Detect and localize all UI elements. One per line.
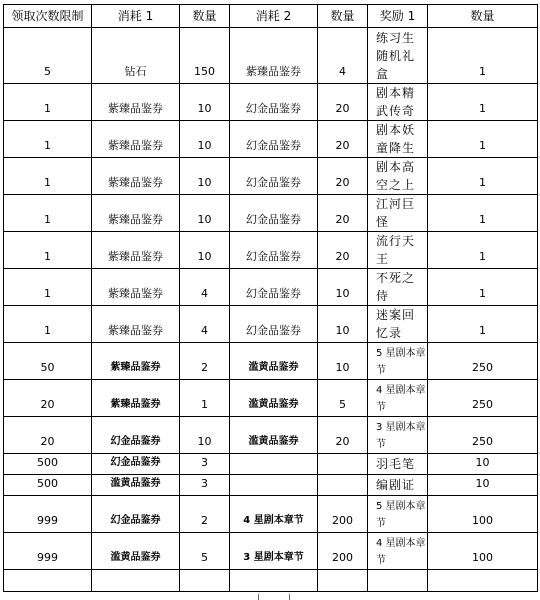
cost1-cell: 幻金品鉴券 — [92, 454, 180, 475]
reward-qty-cell — [428, 570, 538, 592]
qty2-cell — [318, 454, 368, 475]
table-row — [4, 28, 538, 84]
reward-qty-cell: 1 — [428, 28, 538, 84]
qty1-cell — [180, 570, 230, 592]
limit-cell: 1 — [4, 84, 92, 121]
qty2-cell: 20 — [318, 417, 368, 454]
reward-qty-cell: 1 — [428, 232, 538, 269]
qty2-cell: 200 — [318, 533, 368, 570]
table-row — [4, 496, 538, 533]
limit-cell: 500 — [4, 475, 92, 496]
reward-qty-cell: 10 — [428, 454, 538, 475]
cost2-cell: 幻金品鉴券 — [230, 84, 318, 121]
qty1-cell: 10 — [180, 121, 230, 158]
table-row — [4, 306, 538, 343]
qty2-cell: 10 — [318, 306, 368, 343]
cost1-cell: 紫臻品鉴券 — [92, 158, 180, 195]
qty1-cell: 2 — [180, 343, 230, 380]
table-row — [4, 195, 538, 232]
header-limit: 领取次数限制 — [4, 5, 92, 28]
cost1-cell: 幻金品鉴券 — [92, 417, 180, 454]
qty1-cell: 3 — [180, 475, 230, 496]
header-qty1: 数量 — [180, 5, 230, 28]
qty2-cell: 20 — [318, 232, 368, 269]
cost1-cell: 紫臻品鉴券 — [92, 269, 180, 306]
cost2-cell: 幻金品鉴券 — [230, 232, 318, 269]
reward-cell: 羽毛笔 — [368, 454, 428, 475]
header-cost1: 消耗 1 — [92, 5, 180, 28]
cost2-cell: 幻金品鉴券 — [230, 121, 318, 158]
cost2-cell: 幻金品鉴券 — [230, 195, 318, 232]
cost2-cell: 4 星剧本章节 — [230, 496, 318, 533]
table-row — [4, 417, 538, 454]
reward-qty-cell: 100 — [428, 533, 538, 570]
reward-cell: 5 星剧本章节 — [368, 343, 428, 380]
table-row — [4, 269, 538, 306]
limit-cell: 999 — [4, 533, 92, 570]
reward-cell: 4 星剧本章节 — [368, 533, 428, 570]
reward-cell — [368, 570, 428, 592]
qty1-cell: 4 — [180, 269, 230, 306]
qty2-cell: 5 — [318, 380, 368, 417]
reward-cell: 不死之侍 — [368, 269, 428, 306]
qty1-cell: 2 — [180, 496, 230, 533]
cost2-cell — [230, 570, 318, 592]
qty2-cell: 20 — [318, 158, 368, 195]
reward-qty-cell: 1 — [428, 269, 538, 306]
qty1-cell: 10 — [180, 84, 230, 121]
limit-cell: 1 — [4, 158, 92, 195]
table-row — [4, 84, 538, 121]
cost2-cell: 幻金品鉴券 — [230, 158, 318, 195]
limit-cell: 1 — [4, 121, 92, 158]
reward-cell: 流行天王 — [368, 232, 428, 269]
reward-qty-cell: 10 — [428, 475, 538, 496]
cost2-cell: 幻金品鉴券 — [230, 269, 318, 306]
reward-qty-cell: 1 — [428, 158, 538, 195]
page-edge-marker — [258, 594, 290, 600]
header-qty2: 数量 — [318, 5, 368, 28]
reward-cell: 5 星剧本章节 — [368, 496, 428, 533]
table-header-row — [4, 5, 538, 28]
reward-qty-cell: 250 — [428, 417, 538, 454]
qty1-cell: 10 — [180, 417, 230, 454]
qty1-cell: 10 — [180, 232, 230, 269]
cost1-cell: 紫臻品鉴券 — [92, 306, 180, 343]
qty2-cell: 20 — [318, 195, 368, 232]
cost1-cell: 紫臻品鉴券 — [92, 121, 180, 158]
qty1-cell: 150 — [180, 28, 230, 84]
cost1-cell — [92, 570, 180, 592]
reward-cell: 编剧证 — [368, 475, 428, 496]
cost2-cell — [230, 475, 318, 496]
limit-cell: 1 — [4, 195, 92, 232]
limit-cell: 20 — [4, 417, 92, 454]
reward-qty-cell: 1 — [428, 121, 538, 158]
cost1-cell: 紫臻品鉴券 — [92, 380, 180, 417]
table-row — [4, 343, 538, 380]
table-row — [4, 158, 538, 195]
table-row — [4, 121, 538, 158]
reward-cell: 4 星剧本章节 — [368, 380, 428, 417]
qty1-cell: 10 — [180, 195, 230, 232]
reward-qty-cell: 1 — [428, 195, 538, 232]
limit-cell — [4, 570, 92, 592]
cost1-cell: 紫臻品鉴券 — [92, 343, 180, 380]
reward-cell: 剧本高空之上 — [368, 158, 428, 195]
reward-qty-cell: 250 — [428, 343, 538, 380]
cost2-cell: 紫臻品鉴券 — [230, 28, 318, 84]
qty1-cell: 3 — [180, 454, 230, 475]
reward-qty-cell: 250 — [428, 380, 538, 417]
table-row — [4, 380, 538, 417]
table-row — [4, 570, 538, 592]
reward-cell: 练习生随机礼盒 — [368, 28, 428, 84]
cost2-cell — [230, 454, 318, 475]
reward-qty-cell: 100 — [428, 496, 538, 533]
qty2-cell: 10 — [318, 343, 368, 380]
limit-cell: 20 — [4, 380, 92, 417]
cost1-cell: 钻石 — [92, 28, 180, 84]
qty2-cell: 200 — [318, 496, 368, 533]
qty1-cell: 10 — [180, 158, 230, 195]
cost1-cell: 紫臻品鉴券 — [92, 195, 180, 232]
cost1-cell: 紫臻品鉴券 — [92, 232, 180, 269]
limit-cell: 500 — [4, 454, 92, 475]
reward-cell: 迷案回忆录 — [368, 306, 428, 343]
qty1-cell: 5 — [180, 533, 230, 570]
qty2-cell: 10 — [318, 269, 368, 306]
limit-cell: 1 — [4, 269, 92, 306]
reward-cell: 3 星剧本章节 — [368, 417, 428, 454]
reward-cell: 剧本精武传奇 — [368, 84, 428, 121]
limit-cell: 5 — [4, 28, 92, 84]
reward-cell: 剧本妖童降生 — [368, 121, 428, 158]
reward-qty-cell: 1 — [428, 84, 538, 121]
reward-qty-cell: 1 — [428, 306, 538, 343]
qty2-cell: 20 — [318, 84, 368, 121]
cost1-cell: 滥黄品鉴券 — [92, 533, 180, 570]
cost2-cell: 幻金品鉴券 — [230, 306, 318, 343]
header-reward-qty: 数量 — [428, 5, 538, 28]
limit-cell: 999 — [4, 496, 92, 533]
cost2-cell: 滥黄品鉴券 — [230, 380, 318, 417]
qty2-cell — [318, 570, 368, 592]
table-row — [4, 475, 538, 496]
cost2-cell: 3 星剧本章节 — [230, 533, 318, 570]
qty1-cell: 1 — [180, 380, 230, 417]
header-cost2: 消耗 2 — [230, 5, 318, 28]
qty2-cell: 20 — [318, 121, 368, 158]
table-row — [4, 533, 538, 570]
cost2-cell: 滥黄品鉴券 — [230, 343, 318, 380]
table-row — [4, 232, 538, 269]
qty1-cell: 4 — [180, 306, 230, 343]
limit-cell: 1 — [4, 232, 92, 269]
reward-cell: 江河巨怪 — [368, 195, 428, 232]
cost1-cell: 幻金品鉴券 — [92, 496, 180, 533]
table-row — [4, 454, 538, 475]
cost1-cell: 滥黄品鉴券 — [92, 475, 180, 496]
cost2-cell: 滥黄品鉴券 — [230, 417, 318, 454]
cost1-cell: 紫臻品鉴券 — [92, 84, 180, 121]
exchange-table — [3, 4, 538, 592]
limit-cell: 1 — [4, 306, 92, 343]
qty2-cell: 4 — [318, 28, 368, 84]
limit-cell: 50 — [4, 343, 92, 380]
qty2-cell — [318, 475, 368, 496]
header-reward: 奖励 1 — [368, 5, 428, 28]
